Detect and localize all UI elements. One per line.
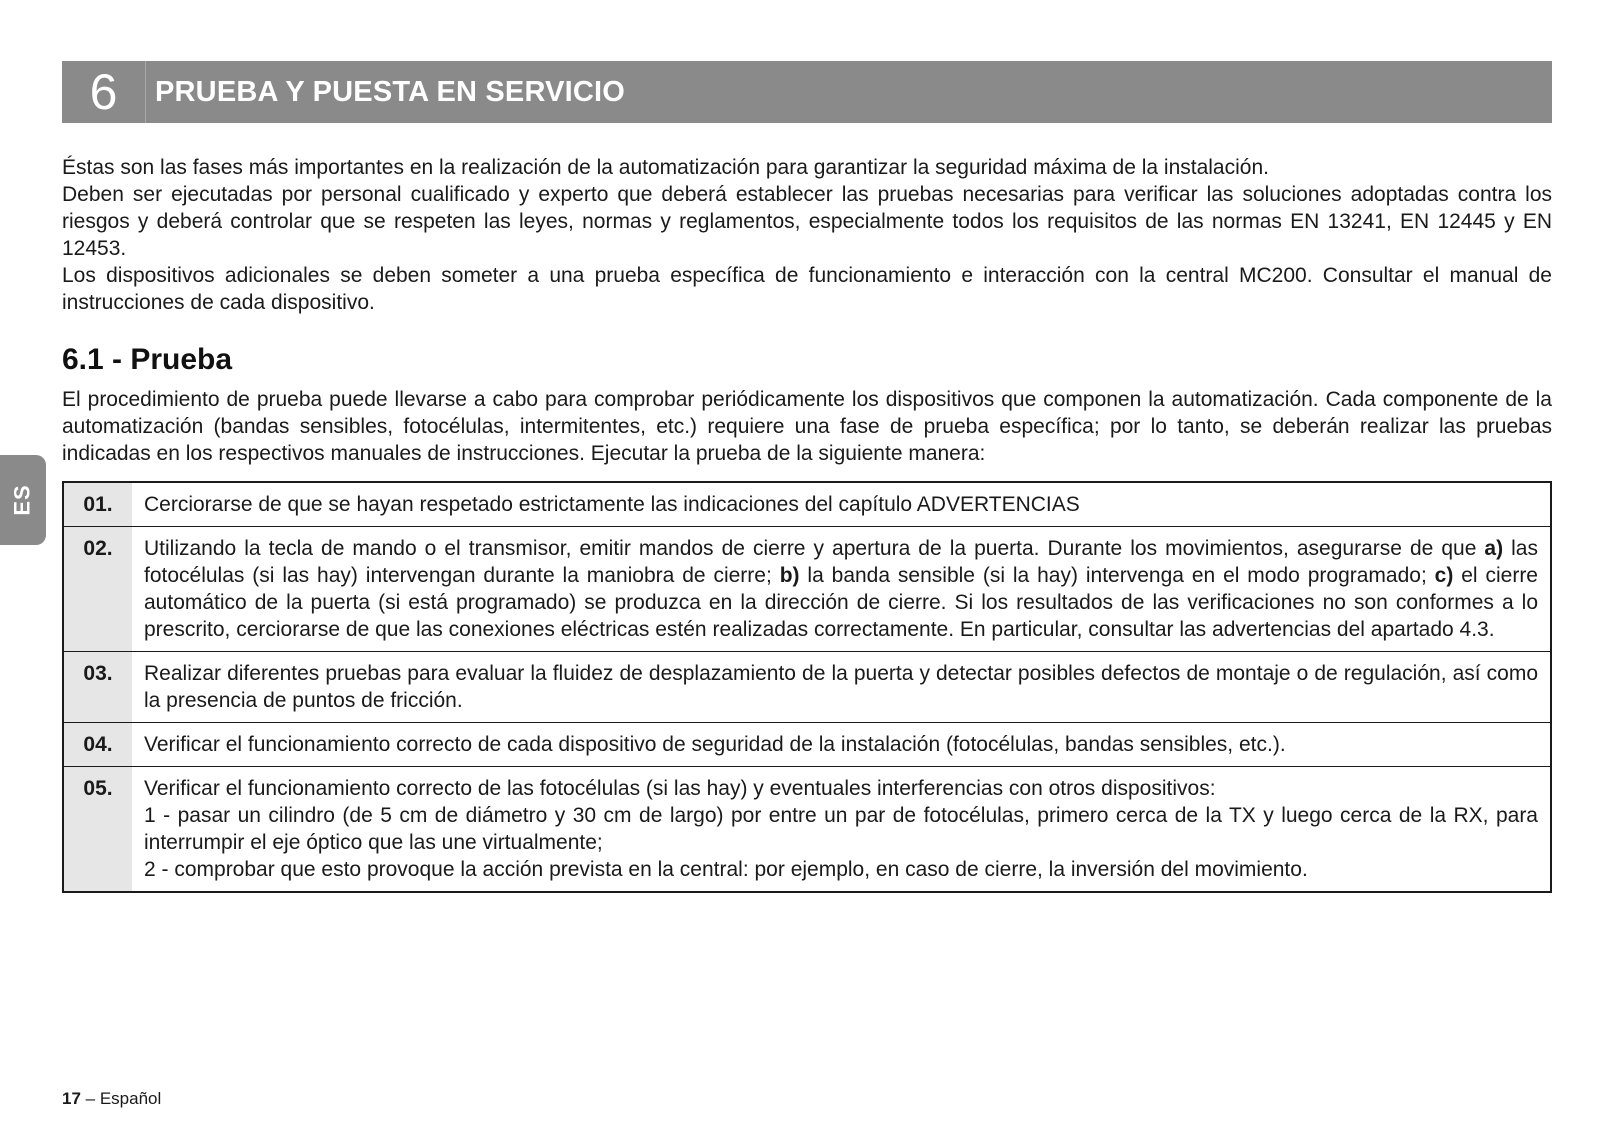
step-text: Verificar el funcionamiento correcto de cada dispositivo de seguridad de la instalación (fotocélulas, bandas sensibles, etc.).: [132, 723, 1551, 767]
table-row: [63, 527, 1551, 652]
step-text: Cerciorarse de que se hayan respetado estrictamente las indicaciones del capítulo ADVERTENCIAS: [132, 482, 1551, 527]
intro-paragraph-2: Deben ser ejecutadas por personal cualificado y experto que deberá establecer las pruebas necesarias para verificar las soluciones adoptadas contra los riesgos y deberá controlar que se respeten las leyes, normas y reglamentos, especialmente todos los requisitos de las normas EN 13241, EN 12445 y EN 12453.: [62, 183, 1552, 260]
step-line: 1 - pasar un cilindro (de 5 cm de diámetro y 30 cm de largo) por entre un par de fotocélulas, primero cerca de la TX y luego cerca de la RX, para interrumpir el eje óptico que las une virtualmente;: [144, 804, 1538, 854]
footer-language: Español: [99, 1089, 162, 1108]
table-row: [63, 652, 1551, 723]
section-title: 6.1 - Prueba: [62, 343, 233, 376]
step-number: 04.: [63, 723, 132, 767]
step-text-part: Utilizando la tecla de mando o el transmisor, emitir mandos de cierre y apertura de la puerta. Durante los movimientos, asegurarse de que: [144, 537, 1485, 560]
step-line: 2 - comprobar que esto provoque la acción prevista en la central: por ejemplo, en caso de cierre, la inversión del movimiento.: [144, 858, 1308, 881]
table-row: [63, 482, 1551, 527]
step-text: [132, 767, 1551, 893]
section-intro: El procedimiento de prueba puede llevarse a cabo para comprobar periódicamente los dispositivos que componen la automatización. Cada componente de la automatización (bandas sensibles, fotocélulas, intermitentes, etc.) requiere una fase de prueba específica; por lo tanto, se deberán realizar las pruebas indicadas en los respectivos manuales de instrucciones. Ejecutar la prueba de la siguiente manera:: [62, 388, 1552, 465]
step-text-part: el cierre automático de la puerta (si está programado) se produzca en la dirección de cierre. Si los resultados de las verificaciones no son conformes a lo prescrito, cerciorarse de que las conexiones eléctricas estén realizadas correctamente. En particular, consultar las advertencias del apartado 4.3.: [144, 564, 1538, 641]
language-tab-label: ES: [9, 484, 35, 516]
step-number: 02.: [63, 527, 132, 652]
step-marker-a: a): [1484, 537, 1504, 560]
step-text-part: la banda sensible (si la hay) intervenga en el modo programado;: [799, 564, 1435, 587]
table-row: [63, 723, 1551, 767]
step-marker-c: c): [1434, 564, 1454, 587]
step-number: 01.: [63, 482, 132, 527]
footer-separator: –: [80, 1089, 100, 1108]
page-footer: [62, 1089, 161, 1109]
step-text: [132, 527, 1551, 652]
language-tab: [0, 455, 46, 545]
chapter-title: PRUEBA Y PUESTA EN SERVICIO: [155, 75, 626, 108]
intro-paragraph-3: Los dispositivos adicionales se deben someter a una prueba específica de funcionamiento e interacción con la central MC200. Consultar el manual de instrucciones de cada dispositivo.: [62, 264, 1552, 314]
step-number: 03.: [63, 652, 132, 723]
step-number: 05.: [63, 767, 132, 893]
page-number: 17: [62, 1089, 81, 1108]
intro-paragraph-1: Éstas son las fases más importantes en la realización de la automatización para garantizar la seguridad máxima de la instalación.: [62, 156, 1269, 179]
step-text-part: las fotocélulas (si las hay) intervengan durante la maniobra de cierre;: [144, 537, 1538, 587]
steps-table: [62, 481, 1552, 893]
intro-text: [62, 154, 1552, 316]
chapter-number: 6: [62, 61, 146, 123]
step-marker-b: b): [779, 564, 800, 587]
chapter-header: [62, 61, 1552, 123]
step-text: Realizar diferentes pruebas para evaluar la fluidez de desplazamiento de la puerta y detectar posibles defectos de montaje o de regulación, así como la presencia de puntos de fricción.: [132, 652, 1551, 723]
table-row: [63, 767, 1551, 893]
step-line: Verificar el funcionamiento correcto de las fotocélulas (si las hay) y eventuales interferencias con otros dispositivos:: [144, 777, 1216, 800]
